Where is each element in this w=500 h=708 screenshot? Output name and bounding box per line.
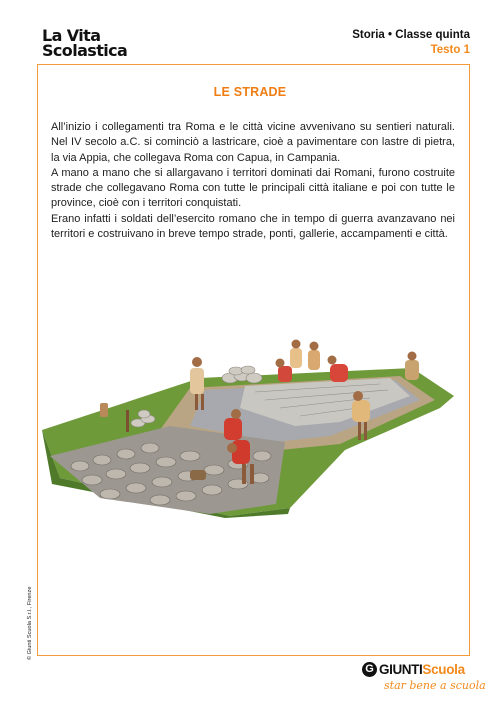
body-text <box>51 120 455 242</box>
page-title: LE STRADE <box>213 85 287 99</box>
page-header-info <box>352 28 470 58</box>
subject-label: Storia • Classe quinta <box>352 29 470 41</box>
brand-part-1: GIUNTI <box>379 662 423 677</box>
logo-line-2: Scolastica <box>42 41 128 60</box>
text-number-label: Testo 1 <box>430 44 470 56</box>
paragraph-2: A mano a mano che si allargavano i territori dominati dai Romani, furono costruite strade che collegavano Roma con tutte le principali città italiane e poi con tutte le province, cioè con i territori conquistati. <box>51 166 455 210</box>
giunti-g-icon: G <box>362 662 377 677</box>
logo-line-1: La Vita <box>42 26 101 45</box>
paragraph-1: All’inizio i collegamenti tra Roma e le città vicine avvenivano su sentieri naturali. Nel IV secolo a.C. si cominciò a lastricare, cioè a pavimentare con lastre di pietra, la via Appia, che collegava Roma con Capua, in Campania. <box>51 121 455 164</box>
copyright-notice: © Giunti Scuola S.r.l., Firenze <box>27 586 33 660</box>
brand-part-2: Scuola <box>422 662 465 677</box>
publisher-logo <box>362 662 486 692</box>
brand-tagline: star bene a scuola <box>384 679 486 692</box>
roman-road-construction-illustration <box>40 338 460 518</box>
magazine-logo <box>42 28 127 58</box>
paragraph-3: Erano infatti i soldati dell’esercito romano che in tempo di guerra avanzavano nei territori e costruivano in breve tempo strade, ponti, gallerie, accampamenti e città. <box>51 212 455 241</box>
